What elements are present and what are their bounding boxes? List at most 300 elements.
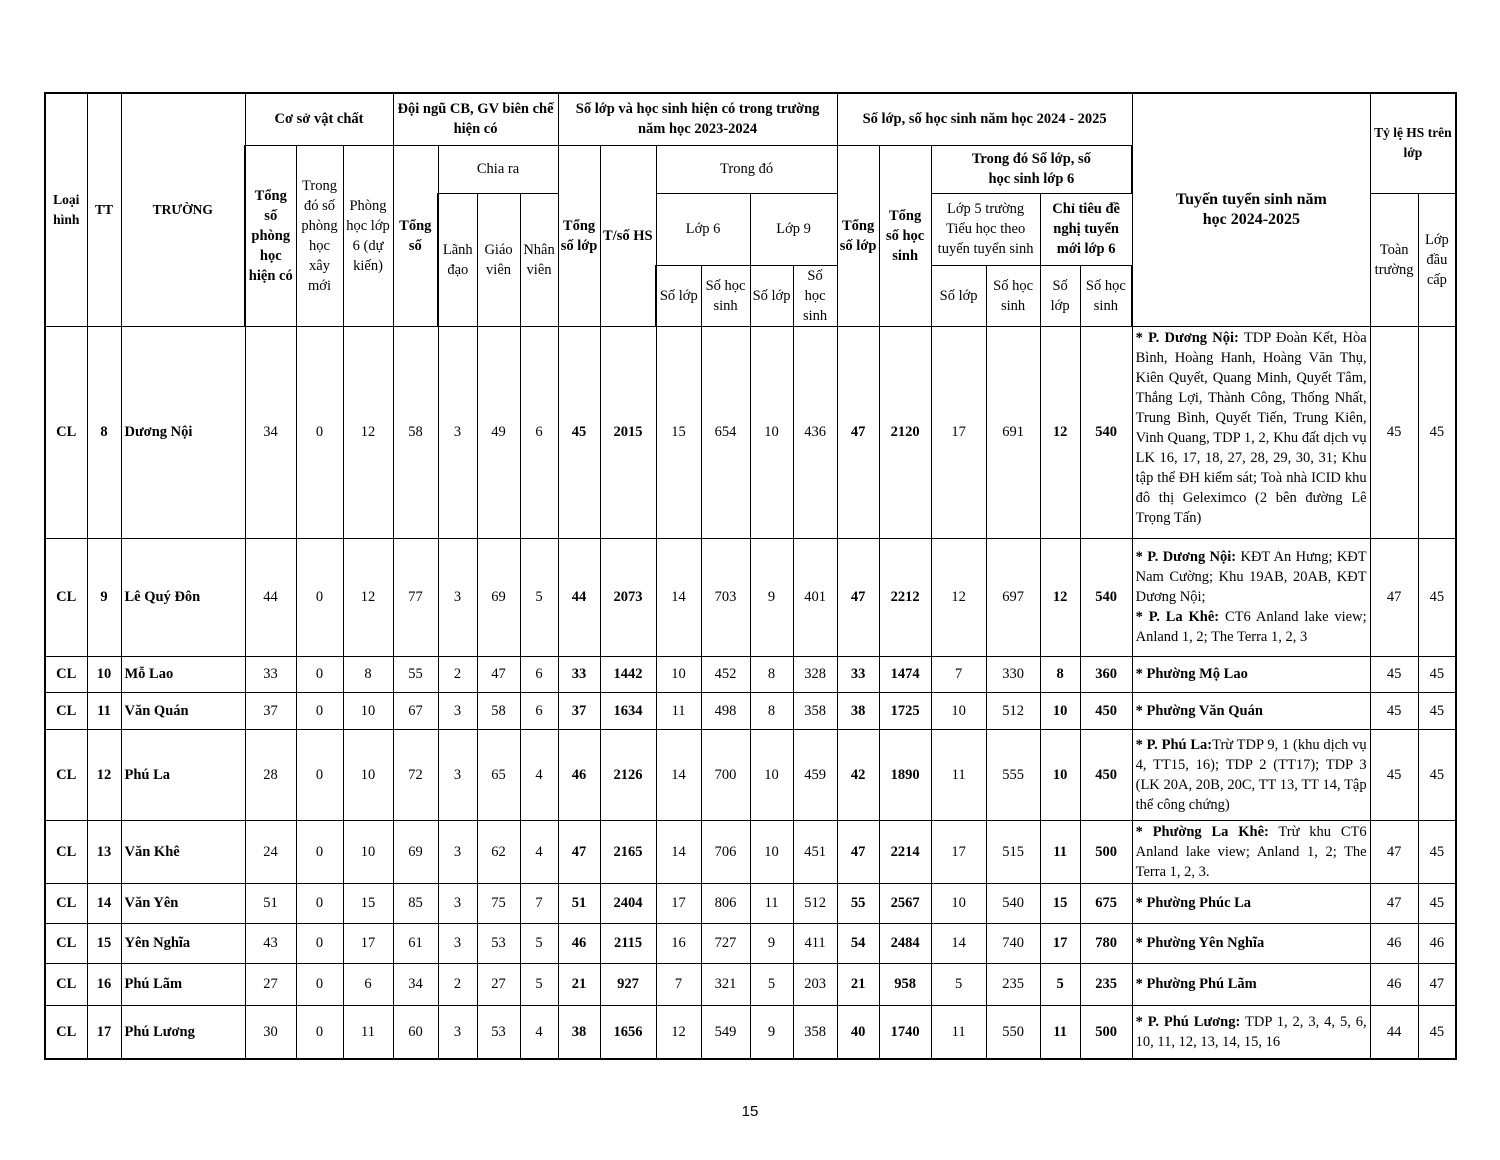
- row-tong-so-cb: 60: [393, 1005, 438, 1059]
- row-tong-so-lop-2324: 37: [558, 692, 600, 729]
- row-ts-hs-2324: 2404: [600, 883, 656, 923]
- row-ts-hs-2324: 2126: [600, 729, 656, 820]
- row-ty-le-lop-dau-cap: 45: [1418, 820, 1456, 883]
- row-phong-xay-moi: 0: [296, 729, 343, 820]
- row-chi-tieu-so-hs: 360: [1080, 656, 1132, 692]
- row-loai-hinh: CL: [45, 692, 87, 729]
- row-tong-so-phong: 27: [245, 963, 296, 1005]
- row-tong-so-cb: 72: [393, 729, 438, 820]
- row-lop9-so-hs: 203: [793, 963, 837, 1005]
- row-chi-tieu-so-hs: 235: [1080, 963, 1132, 1005]
- row-lop6-so-hs: 498: [701, 692, 750, 729]
- row-lop6-so-hs: 706: [701, 820, 750, 883]
- row-lop5-so-lop: 10: [931, 883, 986, 923]
- row-tt: 15: [87, 923, 121, 963]
- header-nhan-vien: Nhân viên: [520, 193, 558, 326]
- row-tuyen-sinh: [1132, 820, 1370, 883]
- row-loai-hinh: CL: [45, 963, 87, 1005]
- table-row: [45, 326, 1456, 538]
- row-tong-so-hs-2425: 1474: [879, 656, 931, 692]
- row-lop5-so-lop: 7: [931, 656, 986, 692]
- row-tong-so-hs-2425: 2212: [879, 538, 931, 656]
- row-ty-le-toan-truong: 45: [1370, 656, 1418, 692]
- row-ts-hs-2324: 927: [600, 963, 656, 1005]
- row-lop9-so-lop: 5: [750, 963, 793, 1005]
- row-lop9-so-lop: 9: [750, 923, 793, 963]
- header-toan-truong: Toàn trường: [1370, 193, 1418, 326]
- row-lop9-so-hs: 358: [793, 692, 837, 729]
- row-lop5-so-lop: 5: [931, 963, 986, 1005]
- row-chi-tieu-so-hs: 540: [1080, 538, 1132, 656]
- row-lop5-so-lop: 14: [931, 923, 986, 963]
- row-truong: Phú Lương: [121, 1005, 245, 1059]
- row-tuyen-sinh: [1132, 923, 1370, 963]
- row-chi-tieu-so-hs: 500: [1080, 1005, 1132, 1059]
- row-truong: Văn Quán: [121, 692, 245, 729]
- header-ty-le: Tỷ lệ HS trên lớp: [1370, 93, 1456, 193]
- row-tt: 10: [87, 656, 121, 692]
- row-tong-so-phong: 51: [245, 883, 296, 923]
- row-chi-tieu-so-lop: 8: [1040, 656, 1080, 692]
- table-row: [45, 656, 1456, 692]
- row-tong-so-phong: 30: [245, 1005, 296, 1059]
- row-nhan-vien: 7: [520, 883, 558, 923]
- row-chi-tieu-so-lop: 12: [1040, 538, 1080, 656]
- row-giao-vien: 49: [477, 326, 520, 538]
- header-tong-so-phong: Tổng số phòng học hiện có: [245, 145, 296, 326]
- row-chi-tieu-so-lop: 17: [1040, 923, 1080, 963]
- row-giao-vien: 75: [477, 883, 520, 923]
- table-row: [45, 1005, 1456, 1059]
- row-tong-so-cb: 69: [393, 820, 438, 883]
- row-lanh-dao: 3: [438, 820, 477, 883]
- row-tuyen-sinh: [1132, 538, 1370, 656]
- row-tong-so-lop-2324: 51: [558, 883, 600, 923]
- header-trong-do: Trong đó: [656, 145, 837, 193]
- row-chi-tieu-so-lop: 11: [1040, 1005, 1080, 1059]
- row-lop9-so-hs: 401: [793, 538, 837, 656]
- row-lop5-so-lop: 10: [931, 692, 986, 729]
- row-phong-lop6: 10: [343, 692, 393, 729]
- header-lop5-tieu-hoc: Lớp 5 trường Tiểu học theo tuyến tuyển sinh: [931, 193, 1040, 265]
- row-lop5-so-hs: 550: [986, 1005, 1040, 1059]
- row-chi-tieu-so-hs: 450: [1080, 729, 1132, 820]
- row-lop6-so-hs: 727: [701, 923, 750, 963]
- row-lop6-so-hs: 703: [701, 538, 750, 656]
- row-lop9-so-hs: 411: [793, 923, 837, 963]
- header-so-lop: Số lớp: [1040, 265, 1080, 326]
- row-lop5-so-lop: 11: [931, 1005, 986, 1059]
- row-phong-lop6: 10: [343, 729, 393, 820]
- row-tt: 11: [87, 692, 121, 729]
- row-tong-so-lop-2425: 47: [837, 538, 879, 656]
- area-text: KĐT An Hưng; KĐT Nam Cường; Khu 19AB, 20AB, KĐT Dương Nội;: [1135, 549, 1367, 605]
- table-header: [45, 93, 1456, 326]
- row-tuyen-sinh: [1132, 656, 1370, 692]
- row-giao-vien: 53: [477, 923, 520, 963]
- row-lop9-so-hs: 459: [793, 729, 837, 820]
- row-lop6-so-lop: 16: [656, 923, 701, 963]
- area-label: * Phường Văn Quán: [1135, 702, 1263, 719]
- row-ty-le-toan-truong: 44: [1370, 1005, 1418, 1059]
- row-ty-le-toan-truong: 47: [1370, 820, 1418, 883]
- row-ty-le-toan-truong: 47: [1370, 883, 1418, 923]
- row-tong-so-lop-2324: 47: [558, 820, 600, 883]
- row-truong: Phú Lãm: [121, 963, 245, 1005]
- row-tong-so-hs-2425: 1725: [879, 692, 931, 729]
- header-tuyen-tuyen-sinh: Tuyến tuyển sinh năm học 2024-2025: [1132, 93, 1370, 326]
- row-tong-so-phong: 43: [245, 923, 296, 963]
- header-lop6: Lớp 6: [656, 193, 750, 265]
- row-lop6-so-lop: 15: [656, 326, 701, 538]
- row-tuyen-sinh: [1132, 963, 1370, 1005]
- row-truong: Văn Yên: [121, 883, 245, 923]
- row-lop5-so-lop: 11: [931, 729, 986, 820]
- table-row: [45, 923, 1456, 963]
- row-lop5-so-lop: 17: [931, 820, 986, 883]
- row-lop5-so-hs: 691: [986, 326, 1040, 538]
- row-ty-le-toan-truong: 46: [1370, 963, 1418, 1005]
- row-loai-hinh: CL: [45, 538, 87, 656]
- row-lop6-so-hs: 452: [701, 656, 750, 692]
- header-co-so-vat-chat: Cơ sở vật chất: [245, 93, 393, 145]
- row-tong-so-lop-2425: 54: [837, 923, 879, 963]
- row-chi-tieu-so-hs: 500: [1080, 820, 1132, 883]
- row-tong-so-phong: 33: [245, 656, 296, 692]
- row-tong-so-cb: 58: [393, 326, 438, 538]
- row-phong-lop6: 11: [343, 1005, 393, 1059]
- row-tong-so-phong: 28: [245, 729, 296, 820]
- row-nhan-vien: 5: [520, 538, 558, 656]
- table-row: [45, 692, 1456, 729]
- row-phong-xay-moi: 0: [296, 820, 343, 883]
- row-chi-tieu-so-lop: 10: [1040, 692, 1080, 729]
- row-ty-le-lop-dau-cap: 47: [1418, 963, 1456, 1005]
- area-text: Trừ khu CT6 Anland lake view; Anland 1, 2; The Terra 1, 2, 3.: [1135, 823, 1367, 880]
- area-label: * P. Phú Lương:: [1135, 1013, 1241, 1030]
- row-tong-so-lop-2425: 47: [837, 326, 879, 538]
- row-tong-so-hs-2425: 1740: [879, 1005, 931, 1059]
- row-tong-so-lop-2324: 45: [558, 326, 600, 538]
- row-lop9-so-hs: 358: [793, 1005, 837, 1059]
- row-phong-lop6: 6: [343, 963, 393, 1005]
- header-tong-so-lop: Tổng số lớp: [558, 145, 600, 326]
- header-lanh-dao: Lãnh đạo: [438, 193, 477, 326]
- row-tong-so-phong: 37: [245, 692, 296, 729]
- header-so-lop: Số lớp: [750, 265, 793, 326]
- row-ty-le-toan-truong: 45: [1370, 692, 1418, 729]
- row-nhan-vien: 5: [520, 963, 558, 1005]
- row-tt: 13: [87, 820, 121, 883]
- row-lop9-so-lop: 10: [750, 820, 793, 883]
- row-giao-vien: 69: [477, 538, 520, 656]
- row-lop9-so-lop: 8: [750, 656, 793, 692]
- row-lop5-so-hs: 515: [986, 820, 1040, 883]
- row-phong-lop6: 10: [343, 820, 393, 883]
- row-tong-so-hs-2425: 1890: [879, 729, 931, 820]
- row-nhan-vien: 6: [520, 656, 558, 692]
- row-loai-hinh: CL: [45, 729, 87, 820]
- row-truong: Yên Nghĩa: [121, 923, 245, 963]
- row-tong-so-cb: 67: [393, 692, 438, 729]
- row-giao-vien: 53: [477, 1005, 520, 1059]
- header-phong-lop6: Phòng học lớp 6 (dự kiến): [343, 145, 393, 326]
- row-lanh-dao: 2: [438, 963, 477, 1005]
- row-lop6-so-lop: 10: [656, 656, 701, 692]
- header-tt: TT: [87, 93, 121, 326]
- row-chi-tieu-so-lop: 15: [1040, 883, 1080, 923]
- row-ts-hs-2324: 2165: [600, 820, 656, 883]
- table-row: [45, 963, 1456, 1005]
- row-ts-hs-2324: 1656: [600, 1005, 656, 1059]
- row-tong-so-hs-2425: 958: [879, 963, 931, 1005]
- row-nhan-vien: 4: [520, 820, 558, 883]
- area-label: * P. Dương Nội:: [1135, 329, 1239, 346]
- row-chi-tieu-so-lop: 12: [1040, 326, 1080, 538]
- row-ts-hs-2324: 2073: [600, 538, 656, 656]
- row-ty-le-toan-truong: 46: [1370, 923, 1418, 963]
- header-so-lop: Số lớp: [931, 265, 986, 326]
- row-tong-so-lop-2425: 47: [837, 820, 879, 883]
- row-truong: Dương Nội: [121, 326, 245, 538]
- row-tong-so-lop-2425: 40: [837, 1005, 879, 1059]
- row-lop5-so-hs: 697: [986, 538, 1040, 656]
- header-lop9: Lớp 9: [750, 193, 837, 265]
- row-lop9-so-hs: 451: [793, 820, 837, 883]
- row-chi-tieu-so-hs: 450: [1080, 692, 1132, 729]
- row-lanh-dao: 3: [438, 923, 477, 963]
- header-so-hoc-sinh: Số học sinh: [1080, 265, 1132, 326]
- row-phong-xay-moi: 0: [296, 963, 343, 1005]
- area-text: TDP 1, 2, 3, 4, 5, 6, 10, 11, 12, 13, 14, 15, 16: [1135, 1013, 1367, 1050]
- row-tong-so-lop-2425: 33: [837, 656, 879, 692]
- header-chi-tieu: Chỉ tiêu đề nghị tuyển mới lớp 6: [1040, 193, 1132, 265]
- header-chia-ra: Chia ra: [438, 145, 558, 193]
- row-tong-so-phong: 44: [245, 538, 296, 656]
- row-giao-vien: 58: [477, 692, 520, 729]
- header-doi-ngu: Đội ngũ CB, GV biên chế hiện có: [393, 93, 558, 145]
- row-loai-hinh: CL: [45, 326, 87, 538]
- row-lanh-dao: 3: [438, 729, 477, 820]
- row-phong-lop6: 12: [343, 538, 393, 656]
- row-truong: Mỗ Lao: [121, 656, 245, 692]
- row-tong-so-cb: 77: [393, 538, 438, 656]
- area-label: * P. La Khê:: [1135, 609, 1220, 625]
- page-number: 15: [741, 1103, 759, 1120]
- area-text: TDP Đoàn Kết, Hòa Bình, Hoàng Hanh, Hoàng Văn Thụ, Kiên Quyết, Quang Minh, Quyết Tâm, Thắng Lợi, Thành Công, Thống Nhất, Trung Bình, Quyết Tiến, Trung Kiên, Vinh Quang, TDP 1, 2, Khu đất dịch vụ LK 16, 17, 18, 27, 28, 29, 30, 31; Khu tập thể ĐH kiểm sát; Toà nhà ICID khu đô thị Geleximco (2 bên đường Lê Trọng Tấn): [1135, 329, 1367, 526]
- row-phong-xay-moi: 0: [296, 923, 343, 963]
- area-label: * Phường Mộ Lao: [1135, 666, 1248, 682]
- header-tong-so-hoc-sinh: Tổng số học sinh: [879, 145, 931, 326]
- row-tong-so-hs-2425: 2484: [879, 923, 931, 963]
- row-tong-so-lop-2324: 44: [558, 538, 600, 656]
- row-lop5-so-hs: 512: [986, 692, 1040, 729]
- row-tong-so-phong: 24: [245, 820, 296, 883]
- header-tong-so-lop-2425: Tổng số lớp: [837, 145, 879, 326]
- area-text: CT6 Anland lake view; Anland 1, 2; The Terra 1, 2, 3: [1135, 609, 1367, 645]
- row-loai-hinh: CL: [45, 820, 87, 883]
- row-tuyen-sinh: [1132, 1005, 1370, 1059]
- row-lop6-so-lop: 14: [656, 820, 701, 883]
- row-tong-so-hs-2425: 2214: [879, 820, 931, 883]
- row-lop5-so-hs: 330: [986, 656, 1040, 692]
- row-ty-le-lop-dau-cap: 45: [1418, 1005, 1456, 1059]
- header-so-hoc-sinh: Số học sinh: [701, 265, 750, 326]
- row-loai-hinh: CL: [45, 656, 87, 692]
- row-tt: 9: [87, 538, 121, 656]
- row-lop5-so-lop: 12: [931, 538, 986, 656]
- row-nhan-vien: 5: [520, 923, 558, 963]
- row-phong-lop6: 15: [343, 883, 393, 923]
- row-ty-le-lop-dau-cap: 45: [1418, 692, 1456, 729]
- row-tuyen-sinh: [1132, 729, 1370, 820]
- row-tong-so-lop-2324: 33: [558, 656, 600, 692]
- row-lop9-so-hs: 328: [793, 656, 837, 692]
- row-lop9-so-lop: 11: [750, 883, 793, 923]
- row-tt: 17: [87, 1005, 121, 1059]
- row-tong-so-cb: 61: [393, 923, 438, 963]
- row-tong-so-lop-2324: 38: [558, 1005, 600, 1059]
- row-lop6-so-lop: 7: [656, 963, 701, 1005]
- row-phong-lop6: 17: [343, 923, 393, 963]
- row-tt: 8: [87, 326, 121, 538]
- row-phong-xay-moi: 0: [296, 692, 343, 729]
- row-phong-xay-moi: 0: [296, 538, 343, 656]
- row-lop9-so-lop: 10: [750, 326, 793, 538]
- header-lop-dau-cap: Lớp đầu cấp: [1418, 193, 1456, 326]
- row-tong-so-cb: 55: [393, 656, 438, 692]
- row-tt: 12: [87, 729, 121, 820]
- row-phong-lop6: 8: [343, 656, 393, 692]
- row-tuyen-sinh: [1132, 326, 1370, 538]
- row-lanh-dao: 3: [438, 1005, 477, 1059]
- row-lop6-so-lop: 14: [656, 729, 701, 820]
- row-ty-le-lop-dau-cap: 45: [1418, 883, 1456, 923]
- row-ty-le-lop-dau-cap: 45: [1418, 538, 1456, 656]
- row-lop9-so-hs: 512: [793, 883, 837, 923]
- row-nhan-vien: 4: [520, 729, 558, 820]
- row-ty-le-lop-dau-cap: 45: [1418, 656, 1456, 692]
- area-label: * Phường Phú Lãm: [1135, 976, 1257, 992]
- table-row: [45, 729, 1456, 820]
- header-so-hoc-sinh: Số học sinh: [793, 265, 837, 326]
- area-label: * P. Dương Nội:: [1135, 549, 1237, 565]
- row-giao-vien: 47: [477, 656, 520, 692]
- row-ty-le-toan-truong: 45: [1370, 326, 1418, 538]
- row-chi-tieu-so-lop: 5: [1040, 963, 1080, 1005]
- table-row: [45, 538, 1456, 656]
- row-lanh-dao: 3: [438, 883, 477, 923]
- row-lop6-so-hs: 654: [701, 326, 750, 538]
- row-tong-so-lop-2324: 46: [558, 923, 600, 963]
- row-ts-hs-2324: 1634: [600, 692, 656, 729]
- row-ty-le-toan-truong: 47: [1370, 538, 1418, 656]
- row-truong: Lê Quý Đôn: [121, 538, 245, 656]
- row-lop9-so-hs: 436: [793, 326, 837, 538]
- row-tong-so-lop-2324: 46: [558, 729, 600, 820]
- row-chi-tieu-so-lop: 10: [1040, 729, 1080, 820]
- row-tt: 14: [87, 883, 121, 923]
- row-phong-xay-moi: 0: [296, 883, 343, 923]
- header-so-lop: Số lớp: [656, 265, 701, 326]
- header-tong-so: Tổng số: [393, 145, 438, 326]
- row-phong-lop6: 12: [343, 326, 393, 538]
- row-truong: Văn Khê: [121, 820, 245, 883]
- row-ty-le-lop-dau-cap: 46: [1418, 923, 1456, 963]
- row-giao-vien: 62: [477, 820, 520, 883]
- row-ty-le-lop-dau-cap: 45: [1418, 729, 1456, 820]
- row-lanh-dao: 2: [438, 656, 477, 692]
- row-phong-xay-moi: 0: [296, 326, 343, 538]
- header-so-hoc-sinh: Số học sinh: [986, 265, 1040, 326]
- row-lop5-so-hs: 540: [986, 883, 1040, 923]
- row-nhan-vien: 6: [520, 692, 558, 729]
- row-nhan-vien: 6: [520, 326, 558, 538]
- header-phong-xay-moi: Trong đó số phòng học xây mới: [296, 145, 343, 326]
- row-lop9-so-lop: 8: [750, 692, 793, 729]
- row-tong-so-lop-2425: 38: [837, 692, 879, 729]
- header-so-lop-2023-2024: Số lớp và học sinh hiện có trong trường năm học 2023-2024: [558, 93, 837, 145]
- area-text: Trừ TDP 9, 1 (khu dịch vụ 4, TT15, 16); TDP 2 (TT17); TDP 3 (LK 20A, 20B, 20C, TT 13, TT 14, Tập thể công chứng): [1135, 736, 1367, 813]
- row-tong-so-lop-2425: 21: [837, 963, 879, 1005]
- header-trong-do-lop6: Trong đó Số lớp, số học sinh lớp 6: [931, 145, 1132, 193]
- header-giao-vien: Giáo viên: [477, 193, 520, 326]
- row-loai-hinh: CL: [45, 1005, 87, 1059]
- row-giao-vien: 27: [477, 963, 520, 1005]
- row-lop9-so-lop: 9: [750, 1005, 793, 1059]
- row-loai-hinh: CL: [45, 923, 87, 963]
- row-tong-so-phong: 34: [245, 326, 296, 538]
- row-tuyen-sinh: [1132, 883, 1370, 923]
- row-tong-so-lop-2425: 42: [837, 729, 879, 820]
- row-ty-le-lop-dau-cap: 45: [1418, 326, 1456, 538]
- area-label: * P. Phú La:: [1135, 736, 1213, 753]
- row-lop5-so-hs: 740: [986, 923, 1040, 963]
- row-lop9-so-lop: 9: [750, 538, 793, 656]
- row-tong-so-lop-2425: 55: [837, 883, 879, 923]
- header-truong: TRƯỜNG: [121, 93, 245, 326]
- row-lanh-dao: 3: [438, 692, 477, 729]
- row-ts-hs-2324: 1442: [600, 656, 656, 692]
- table-row: [45, 883, 1456, 923]
- row-tong-so-cb: 85: [393, 883, 438, 923]
- area-label: * Phường Phúc La: [1135, 895, 1252, 911]
- row-chi-tieu-so-hs: 540: [1080, 326, 1132, 538]
- row-tuyen-sinh: [1132, 692, 1370, 729]
- row-ty-le-toan-truong: 45: [1370, 729, 1418, 820]
- row-tong-so-hs-2425: 2567: [879, 883, 931, 923]
- enrollment-table: [44, 92, 1457, 1060]
- row-lop6-so-hs: 806: [701, 883, 750, 923]
- area-label: * Phường La Khê:: [1135, 823, 1269, 840]
- row-lop5-so-hs: 235: [986, 963, 1040, 1005]
- row-chi-tieu-so-hs: 780: [1080, 923, 1132, 963]
- row-lop5-so-hs: 555: [986, 729, 1040, 820]
- row-lop6-so-lop: 11: [656, 692, 701, 729]
- row-phong-xay-moi: 0: [296, 656, 343, 692]
- row-lop6-so-lop: 14: [656, 538, 701, 656]
- row-lanh-dao: 3: [438, 326, 477, 538]
- row-nhan-vien: 4: [520, 1005, 558, 1059]
- row-ts-hs-2324: 2015: [600, 326, 656, 538]
- row-lop6-so-lop: 17: [656, 883, 701, 923]
- row-giao-vien: 65: [477, 729, 520, 820]
- row-chi-tieu-so-hs: 675: [1080, 883, 1132, 923]
- row-tong-so-lop-2324: 21: [558, 963, 600, 1005]
- row-tong-so-hs-2425: 2120: [879, 326, 931, 538]
- header-so-lop-2024-2025: Số lớp, số học sinh năm học 2024 - 2025: [837, 93, 1132, 145]
- row-lanh-dao: 3: [438, 538, 477, 656]
